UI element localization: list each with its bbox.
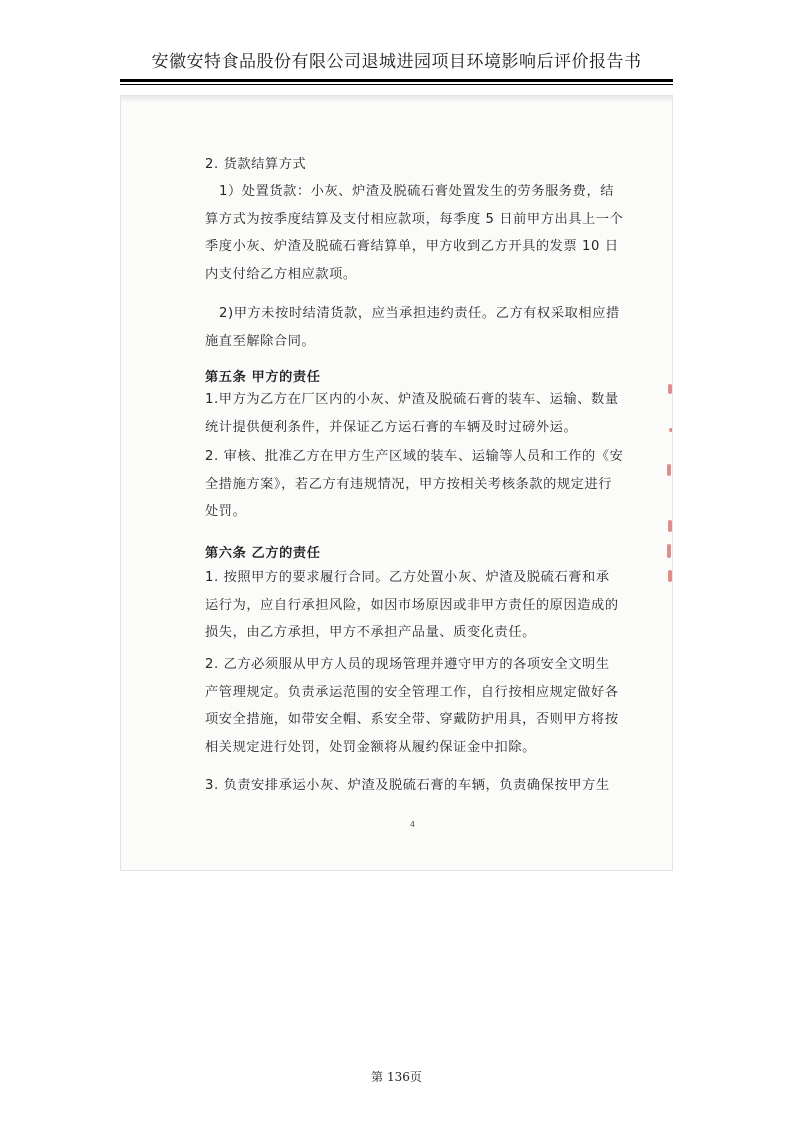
text-line: 1）处置货款：小灰、炉渣及脱硫石膏处置发生的劳务服务费，结 — [219, 184, 615, 199]
paragraph-party-b-item-2 — [205, 651, 625, 761]
text-line: 统计提供便利条件，并保证乙方运石膏的车辆及时过磅外运。 — [205, 419, 578, 435]
text-line: 运行为，应自行承担风险，如因市场原因或非甲方责任的原因造成的 — [205, 597, 619, 613]
text-line: 相关规定进行处罚，处罚金额将从履约保证金中扣除。 — [205, 739, 536, 755]
seal-fragment — [668, 570, 672, 582]
text-line: 2. 审核、批准乙方在甲方生产区域的装车、运输等人员和工作的《安 — [205, 449, 624, 464]
seal-fragment — [667, 544, 671, 558]
text-line: 内支付给乙方相应款项。 — [205, 266, 357, 282]
section-subtitle-payment — [205, 151, 625, 179]
paragraph-late-payment — [205, 300, 625, 355]
text-line: 1. 按照甲方的要求履行合同。乙方处置小灰、炉渣及脱硫石膏和承 — [205, 570, 610, 585]
page-header-title: 安徽安特食品股份有限公司退城进园项目环境影响后评价报告书 — [151, 52, 642, 72]
paragraph-party-a-item-2 — [205, 443, 625, 526]
text-line: 1.甲方为乙方在厂区内的小灰、炉渣及脱硫石膏的装车、运输、数量 — [205, 392, 619, 407]
scan-edge-shadow — [121, 96, 672, 102]
scanned-contract-page — [120, 95, 673, 871]
paragraph-party-b-item-3 — [205, 772, 625, 800]
seal-fragment — [668, 520, 672, 532]
text-line: 全措施方案》，若乙方有违规情况，甲方按相关考核条款的规定进行 — [205, 476, 613, 492]
text-line: 产管理规定。负责承运范围的安全管理工作，自行按相应规定做好各 — [205, 684, 619, 700]
text-line: 算方式为按季度结算及支付相应款项，每季度 5 日前甲方出具上一个 — [205, 211, 624, 227]
text-line: 施直至解除合同。 — [205, 333, 316, 349]
seal-fragment — [668, 384, 672, 394]
seal-fragment — [667, 464, 671, 476]
text-line: 项安全措施，如带安全帽、系安全带、穿戴防护用具，否则甲方将按 — [205, 712, 619, 727]
paragraph-payment-settlement — [205, 178, 625, 288]
article-heading-party-b: 第六条 乙方的责任 — [205, 546, 321, 561]
text-line: 2. 货款结算方式 — [205, 157, 307, 172]
scan-page-number: 4 — [410, 820, 416, 829]
text-line: 处罚。 — [205, 504, 247, 519]
article-heading-party-a: 第五条 甲方的责任 — [205, 370, 321, 385]
text-line: 季度小灰、炉渣及脱硫石膏结算单，甲方收到乙方开具的发票 10 日 — [205, 239, 619, 254]
header-rule-thick — [120, 79, 673, 82]
seal-fragment — [669, 428, 673, 432]
header-rule-thin — [120, 84, 673, 85]
text-line: 3. 负责安排承运小灰、炉渣及脱硫石膏的车辆，负责确保按甲方生 — [205, 778, 610, 793]
text-line: 2. 乙方必须服从甲方人员的现场管理并遵守甲方的各项安全文明生 — [205, 657, 610, 672]
paragraph-party-b-item-1 — [205, 564, 625, 647]
footer-page-label: 第 136页 — [371, 1070, 422, 1084]
text-line: 2)甲方未按时结清货款，应当承担违约责任。乙方有权采取相应措 — [219, 306, 620, 321]
text-line: 损失，由乙方承担，甲方不承担产品量、质变化责任。 — [205, 625, 536, 640]
paragraph-party-a-item-1 — [205, 386, 625, 441]
